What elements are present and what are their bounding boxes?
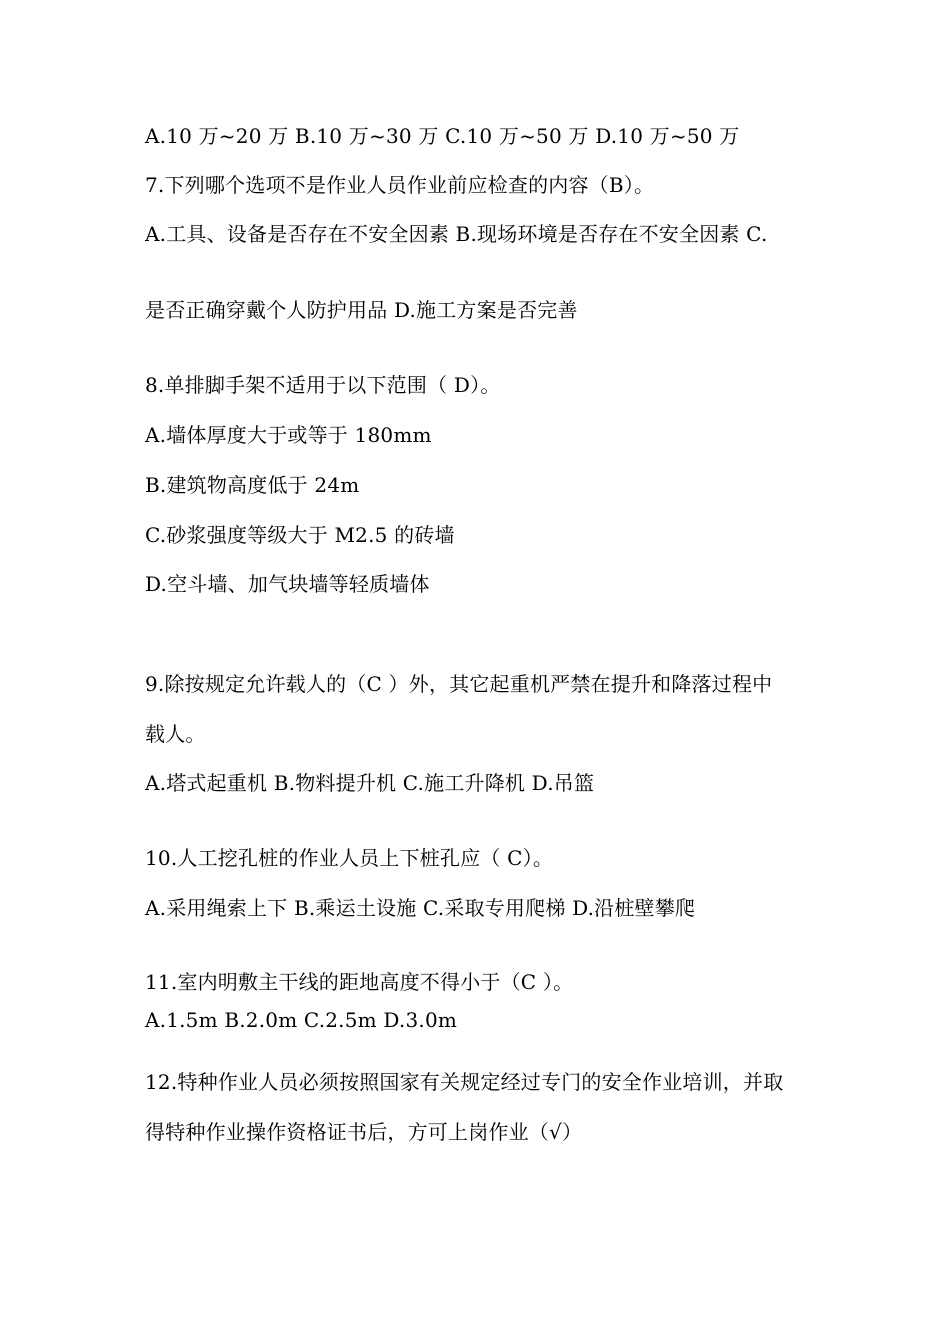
question-12-stem-line-1: 12.特种作业人员必须按照国家有关规定经过专门的安全作业培训，并取 — [145, 1070, 784, 1094]
question-8-option-b: B.建筑物高度低于 24m — [145, 473, 360, 497]
question-7-stem: 7.下列哪个选项不是作业人员作业前应检查的内容（B）。 — [145, 173, 655, 197]
question-8-option-c: C.砂浆强度等级大于 M2.5 的砖墙 — [145, 523, 455, 547]
question-7-options-line-2: 是否正确穿戴个人防护用品 D.施工方案是否完善 — [145, 298, 578, 322]
question-10-stem: 10.人工挖孔桩的作业人员上下桩孔应（ C）。 — [145, 846, 554, 870]
question-7-options-line-1: A.工具、设备是否存在不安全因素 B.现场环境是否存在不安全因素 C. — [145, 222, 768, 246]
question-6-options: A.10 万~20 万 B.10 万~30 万 C.10 万~50 万 D.10 万~50 万 — [145, 124, 740, 148]
question-10-options: A.采用绳索上下 B.乘运土设施 C.采取专用爬梯 D.沿桩壁攀爬 — [145, 896, 696, 920]
question-12-stem-line-2: 得特种作业操作资格证书后，方可上岗作业（√） — [145, 1120, 583, 1144]
question-11-stem: 11.室内明敷主干线的距地高度不得小于（C ）。 — [145, 970, 574, 994]
question-9-stem-line-1: 9.除按规定允许载人的（C ）外，其它起重机严禁在提升和降落过程中 — [145, 672, 773, 696]
question-8-stem: 8.单排脚手架不适用于以下范围（ D）。 — [145, 373, 501, 397]
question-9-stem-line-2: 载人。 — [145, 722, 206, 746]
question-8-option-d: D.空斗墙、加气块墙等轻质墙体 — [145, 572, 430, 596]
question-8-option-a: A.墙体厚度大于或等于 180mm — [145, 423, 432, 447]
question-9-options: A.塔式起重机 B.物料提升机 C.施工升降机 D.吊篮 — [145, 771, 595, 795]
question-11-options: A.1.5m B.2.0m C.2.5m D.3.0m — [145, 1008, 458, 1032]
